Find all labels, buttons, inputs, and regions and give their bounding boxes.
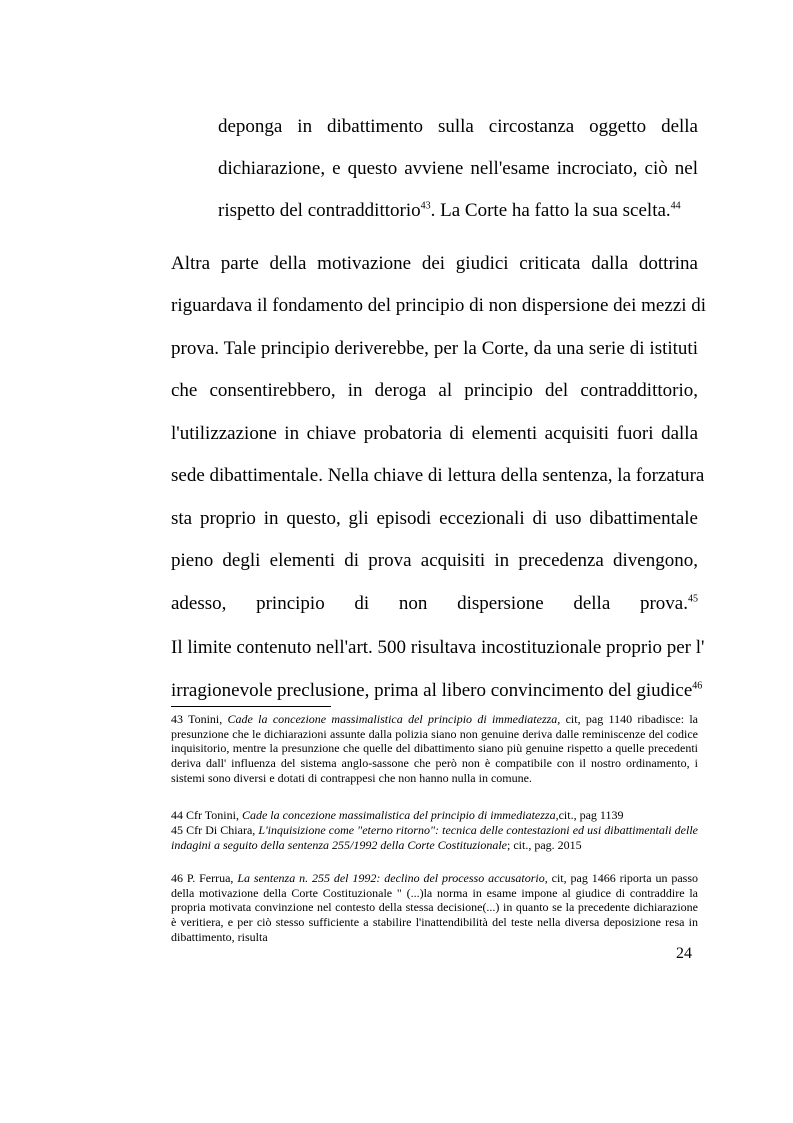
paragraph1-line-9 — [171, 592, 698, 616]
paragraph1-last-text: adesso, principio di non dispersione della prova. — [171, 593, 688, 614]
quote-line-3 — [218, 199, 698, 223]
quote-line-2: dichiarazione, e questo avviene nell'esame incrociato, ciò nel — [218, 158, 698, 179]
paragraph1-line-4: che consentirebbero, in deroga al principio del contraddittorio, — [171, 380, 698, 401]
footnote-ref-46: 46 — [692, 680, 703, 692]
paragraph1-line-6: sede dibattimentale. Nella chiave di lettura della sentenza, la forzatura — [171, 465, 705, 486]
footnote-43-label: 43 Tonini, — [171, 712, 228, 726]
footnote-44-title: Cade la concezione massimalistica del principio di immediatezza — [241, 808, 556, 822]
footnote-43-title: Cade la concezione massimalistica del principio di immediatezza, — [227, 712, 561, 726]
paragraph2-line-2 — [171, 679, 703, 703]
quote-text-a: rispetto del contraddittorio — [218, 200, 421, 221]
footnote-45-text: ; cit., pag. 2015 — [507, 837, 582, 852]
footnote-43 — [171, 712, 698, 786]
footnote-46 — [171, 871, 698, 945]
paragraph2-last-text: irragionevole preclusione, prima al libero convincimento del giudice — [171, 680, 693, 701]
footnote-ref-45: 45 — [688, 593, 698, 605]
footnote-43-text: cit, pag 1140 ribadisce: la presunzione che le dichiarazioni assunte dalla polizia siano non genuine deriva dalle reminiscenze del codice inquisitorio, mentre la presunzione che quelle del dibattimento siano più genuine rispetto a quelle precedenti deriva dall' influenza del sistema anglo-sassone che però non è compatibile con il nostro ordinamento, i sistemi sono diversi e dotati di contrappesi che non hanno nulla in comune. — [171, 712, 698, 785]
footnote-46-text: , cit, pag 1466 riporta un passo della motivazione della Corte Costituzionale " (...)la norma in esame impone al giudice di contraddire la propria motivata convinzione nel contesto della stessa decisione(...) in quanto se la precedente dichiarazione è veritiera, e per ciò stesso sufficiente a stabilire l'inattendibilità del teste nella diversa deposizione resa in dibattimento, risulta — [171, 871, 698, 944]
paragraph2-line-1: Il limite contenuto nell'art. 500 risultava incostituzionale proprio per l' — [171, 637, 705, 658]
paragraph1-line-1: Altra parte della motivazione dei giudici criticata dalla dottrina — [171, 253, 698, 274]
footnote-45 — [171, 823, 698, 852]
footnote-44-text: ,cit., pag 1139 — [555, 808, 624, 822]
paragraph1-line-2: riguardava il fondamento del principio di non dispersione dei mezzi di — [171, 295, 707, 316]
footnote-ref-44: 44 — [670, 200, 681, 212]
footnote-46-title: La sentenza n. 255 del 1992: declino del processo accusatorio — [237, 871, 545, 885]
footnote-ref-43: 43 — [420, 200, 431, 212]
paragraph1-line-8: pieno degli elementi di prova acquisiti in precedenza divengono, — [171, 550, 698, 571]
quote-text-b: . La Corte ha fatto la sua scelta. — [430, 200, 671, 221]
quote-line-1: deponga in dibattimento sulla circostanza oggetto della — [218, 116, 698, 137]
footnote-45-label: 45 Cfr Di Chiara, — [171, 823, 259, 837]
footnote-44 — [171, 808, 698, 823]
footnote-44-label: 44 Cfr Tonini, — [171, 808, 242, 822]
paragraph1-line-3: prova. Tale principio deriverebbe, per la Corte, da una serie di istituti — [171, 338, 698, 359]
paragraph1-line-5: l'utilizzazione in chiave probatoria di elementi acquisiti fuori dalla — [171, 423, 698, 444]
footnote-45-title: L'inquisizione come "eterno ritorno": tecnica delle contestazioni ed usi dibattimentali delle indagini a seguito della sentenza 255/1992 della Corte Costituzionale — [171, 823, 699, 852]
footnote-separator — [171, 706, 331, 707]
page-number: 24 — [676, 945, 692, 962]
paragraph1-line-7: sta proprio in questo, gli episodi eccezionali di uso dibattimentale — [171, 508, 698, 529]
footnote-46-label: 46 P. Ferrua, — [171, 871, 238, 885]
